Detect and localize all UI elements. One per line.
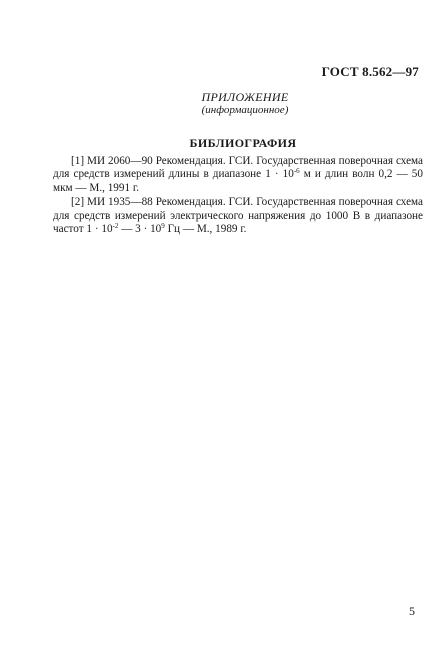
entry-text: м и длин волн 0,2 — 50 мкм — М., 1991 г. — [53, 168, 423, 194]
entry-exponent: -2 — [112, 222, 119, 231]
entry-text: МИ 1935—88 Рекомендация. ГСИ. Государственная поверочная схема для средств измерений электрического напряжения до 1000 В в диапазоне частот 1 · 10 — [53, 196, 424, 236]
bibliography-heading: БИБЛИОГРАФИЯ — [189, 136, 297, 150]
standard-code: ГОСТ 8.562—97 — [321, 64, 419, 79]
entry-exponent: 9 — [161, 222, 165, 231]
entry-number: [1] — [71, 155, 85, 167]
entry-exponent: -6 — [293, 167, 300, 176]
bibliography-entry-2 — [53, 196, 423, 236]
appendix-subtitle: (информационное) — [201, 104, 289, 116]
entry-text: МИ 2060—90 Рекомендация. ГСИ. Государственная поверочная схема для средств измерений длины в диапазоне 1 · 10 — [53, 155, 424, 181]
bibliography-list — [53, 155, 423, 237]
appendix-title: ПРИЛОЖЕНИЕ — [201, 90, 289, 104]
entry-number: [2] — [71, 196, 85, 209]
entry-text: Гц — М., 1989 г. — [164, 223, 247, 236]
bibliography-entry-1 — [53, 155, 423, 195]
page-number: 5 — [409, 604, 415, 618]
entry-text: — 3 · 10 — [118, 223, 162, 236]
